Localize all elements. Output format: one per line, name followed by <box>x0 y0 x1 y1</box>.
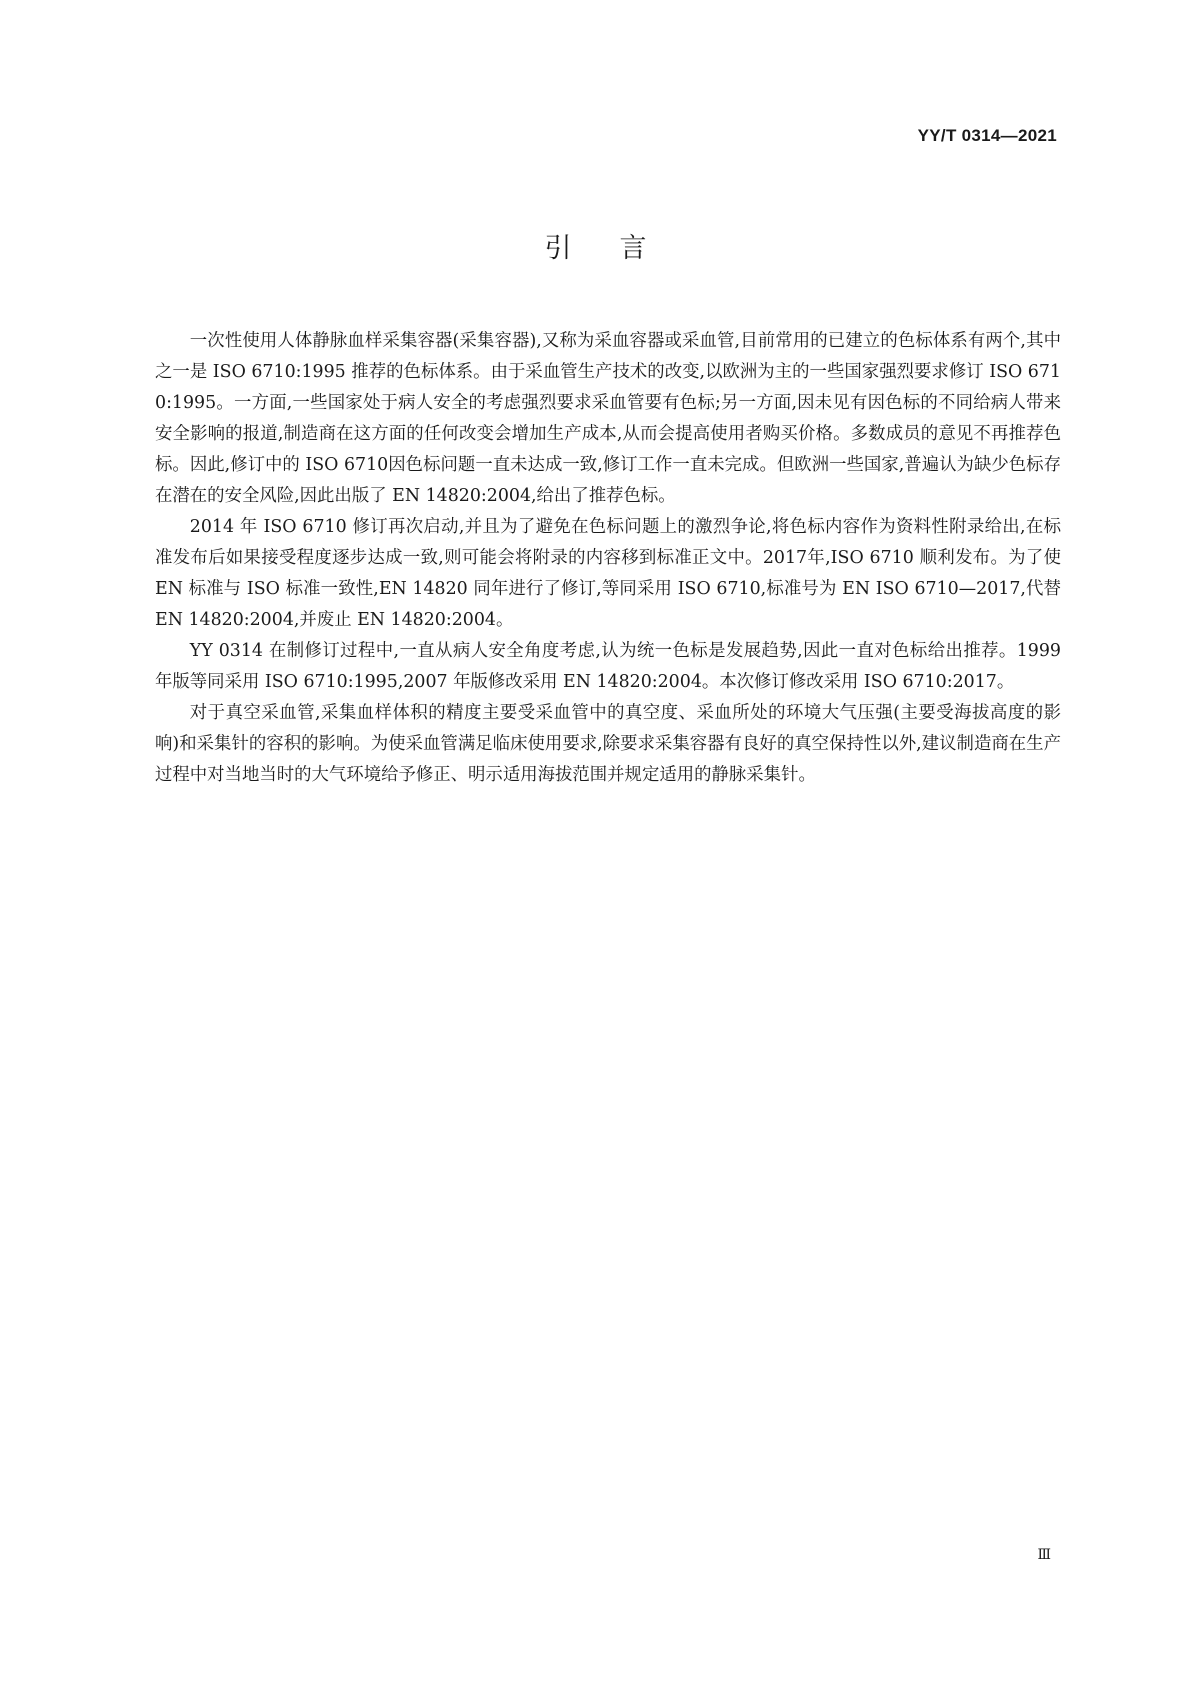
paragraph-4: 对于真空采血管,采集血样体积的精度主要受采血管中的真空度、采血所处的环境大气压强(主要受海拔高度的影响)和采集针的容积的影响。为使采血管满足临床使用要求,除要求采集容器有良好的真空保持性以外,建议制造商在生产过程中对当地当时的大气环境给予修正、明示适用海拔范围并规定适用的静脉采集针。 <box>155 703 1061 785</box>
section-title: 引言 <box>544 233 695 264</box>
page-number: Ⅲ <box>1037 1547 1051 1563</box>
body-text <box>155 326 1061 791</box>
paragraph-3: YY 0314 在制修订过程中,一直从病人安全角度考虑,认为统一色标是发展趋势,因此一直对色标给出推荐。1999 年版等同采用 ISO 6710:1995,2007 年版修改采用 EN 14820:2004。本次修订修改采用 ISO 6710:2017。 <box>155 641 1061 692</box>
paragraph-1: 一次性使用人体静脉血样采集容器(采集容器),又称为采血容器或采血管,目前常用的已建立的色标体系有两个,其中之一是 ISO 6710:1995 推荐的色标体系。由于采血管生产技术的改变,以欧洲为主的一些国家强烈要求修订 ISO 6710:1995。一方面,一些国家处于病人安全的考虑强烈要求采血管要有色标;另一方面,因未见有因色标的不同给病人带来安全影响的报道,制造商在这方面的任何改变会增加生产成本,从而会提高使用者购买价格。多数成员的意见不再推荐色标。因此,修订中的 ISO 6710因色标问题一直未达成一致,修订工作一直未完成。但欧洲一些国家,普遍认为缺少色标存在潜在的安全风险,因此出版了 EN 14820:2004,给出了推荐色标。 <box>155 331 1061 506</box>
paragraph-2: 2014 年 ISO 6710 修订再次启动,并且为了避免在色标问题上的激烈争论,将色标内容作为资料性附录给出,在标准发布后如果接受程度逐步达成一致,则可能会将附录的内容移到标准正文中。2017年,ISO 6710 顺利发布。为了使 EN 标准与 ISO 标准一致性,EN 14820 同年进行了修订,等同采用 ISO 6710,标准号为 EN ISO 6710—2017,代替 EN 14820:2004,并废止 EN 14820:2004。 <box>155 517 1061 630</box>
standard-code: YY/T 0314—2021 <box>917 126 1057 145</box>
